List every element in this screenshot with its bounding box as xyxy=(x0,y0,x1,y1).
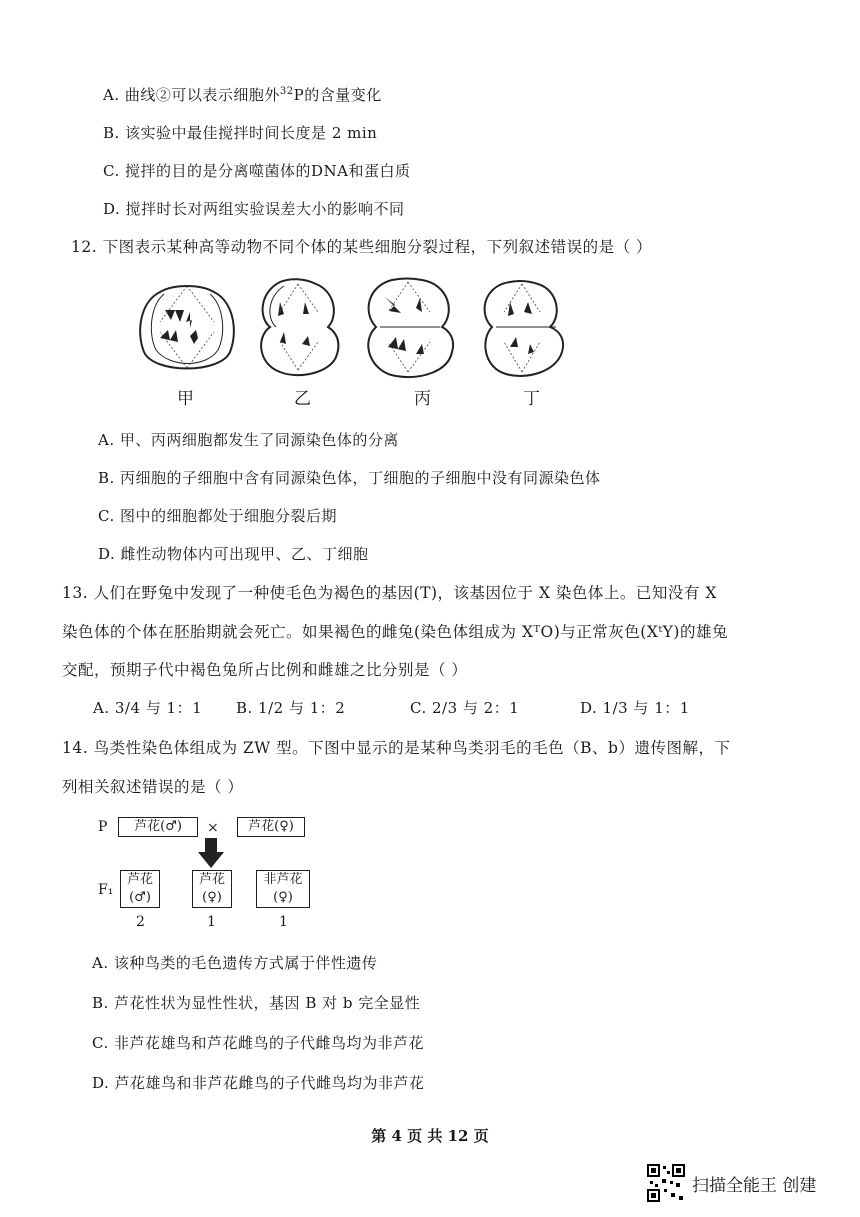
q14-option-a: A. 该种鸟类的毛色遗传方式属于伴性遗传 xyxy=(92,954,378,972)
q12-option-c: C. 图中的细胞都处于细胞分裂后期 xyxy=(98,507,337,525)
cell-division-diagram xyxy=(130,272,590,387)
f1-female-sex: (♀) xyxy=(202,890,222,905)
q13-stem-line3: 交配，预期子代中褐色兔所占比例和雌雄之比分别是（ ） xyxy=(62,661,468,679)
q14-stem-line2: 列相关叙述错误的是（ ） xyxy=(62,778,244,796)
cell-label-ding: 丁 xyxy=(523,389,540,409)
f1-nonbarred-sex: (♀) xyxy=(273,890,293,905)
page-number-footer: 第 4 页 共 12 页 xyxy=(371,1127,489,1145)
q13-stem-line2: 染色体的个体在胚胎期就会死亡。如果褐色的雌兔(染色体组成为 XᵀO)与正常灰色(XᵗY)的雄兔 xyxy=(62,623,728,641)
f1-ratio-1: 2 xyxy=(136,914,145,930)
q13-option-b: B. 1/2 与 1：2 xyxy=(236,699,346,717)
q13-option-a: A. 3/4 与 1：1 xyxy=(93,699,203,717)
q14-option-d: D. 芦花雄鸟和非芦花雌鸟的子代雌鸟均为非芦花 xyxy=(92,1074,425,1092)
p-male-box: 芦花(♂) xyxy=(118,817,198,837)
cell-label-yi: 乙 xyxy=(294,389,311,409)
q11-option-a-superscript: 32 xyxy=(279,86,294,97)
q13-option-d: D. 1/3 与 1：1 xyxy=(580,699,690,717)
q14-option-b: B. 芦花性状为显性性状，基因 B 对 b 完全显性 xyxy=(92,994,421,1012)
q11-option-a-text: A. 曲线②可以表示细胞外 xyxy=(103,86,280,104)
f1-female-box xyxy=(192,870,232,908)
f1-nonbarred-female-box xyxy=(256,870,310,908)
inheritance-diagram xyxy=(90,812,330,932)
q11-option-a-tail: P的含量变化 xyxy=(293,86,382,104)
cell-label-jia: 甲 xyxy=(177,389,194,409)
q11-option-b: B. 该实验中最佳搅拌时间长度是 2 min xyxy=(103,124,378,142)
f1-male-sex: (♂) xyxy=(129,890,151,905)
f1-female-phenotype: 芦花 xyxy=(198,872,225,887)
p-female-box: 芦花(♀) xyxy=(237,817,305,837)
q13-stem-line1: 13. 人们在野兔中发现了一种使毛色为褐色的基因(T)，该基因位于 X 染色体上。已知没有 X xyxy=(62,584,717,602)
q11-option-d: D. 搅拌时长对两组实验误差大小的影响不同 xyxy=(103,200,405,218)
generation-p-label: P xyxy=(98,819,108,835)
q12-stem: 12. 下图表示某种高等动物不同个体的某些细胞分裂过程，下列叙述错误的是（ ） xyxy=(71,238,653,256)
cell-division-figure xyxy=(130,272,590,407)
f1-male-box xyxy=(120,870,160,908)
q12-option-a: A. 甲、丙两细胞都发生了同源染色体的分离 xyxy=(98,431,399,449)
cross-symbol: × xyxy=(207,820,219,836)
cell-ding-outline xyxy=(485,281,563,376)
q14-option-c: C. 非芦花雄鸟和芦花雌鸟的子代雌鸟均为非芦花 xyxy=(92,1034,424,1052)
down-arrow-icon xyxy=(198,838,224,868)
q12-option-b: B. 丙细胞的子细胞中含有同源染色体，丁细胞的子细胞中没有同源染色体 xyxy=(98,469,601,487)
scanner-brand-text: 扫描全能王 创建 xyxy=(692,1176,817,1196)
f1-nonbarred-phenotype: 非芦花 xyxy=(263,872,303,887)
cell-bing-outline xyxy=(368,279,453,378)
generation-f1-label: F₁ xyxy=(98,882,114,898)
f1-ratio-3: 1 xyxy=(279,914,288,930)
scanner-watermark xyxy=(646,1163,846,1203)
cell-yi-outline xyxy=(261,279,338,375)
qr-code-icon xyxy=(646,1163,686,1203)
f1-male-phenotype: 芦花 xyxy=(126,872,153,887)
q13-option-c: C. 2/3 与 2：1 xyxy=(410,699,520,717)
q11-option-a xyxy=(103,84,382,105)
q12-option-d: D. 雌性动物体内可出现甲、乙、丁细胞 xyxy=(98,545,369,563)
f1-ratio-2: 1 xyxy=(207,914,216,930)
cell-jia-outline xyxy=(140,286,234,369)
q14-stem-line1: 14. 鸟类性染色体组成为 ZW 型。下图中显示的是某种鸟类羽毛的毛色（B、b）遗传图解，下 xyxy=(62,739,731,757)
q11-option-c: C. 搅拌的目的是分离噬菌体的DNA和蛋白质 xyxy=(103,162,411,180)
cell-label-bing: 丙 xyxy=(414,389,431,409)
